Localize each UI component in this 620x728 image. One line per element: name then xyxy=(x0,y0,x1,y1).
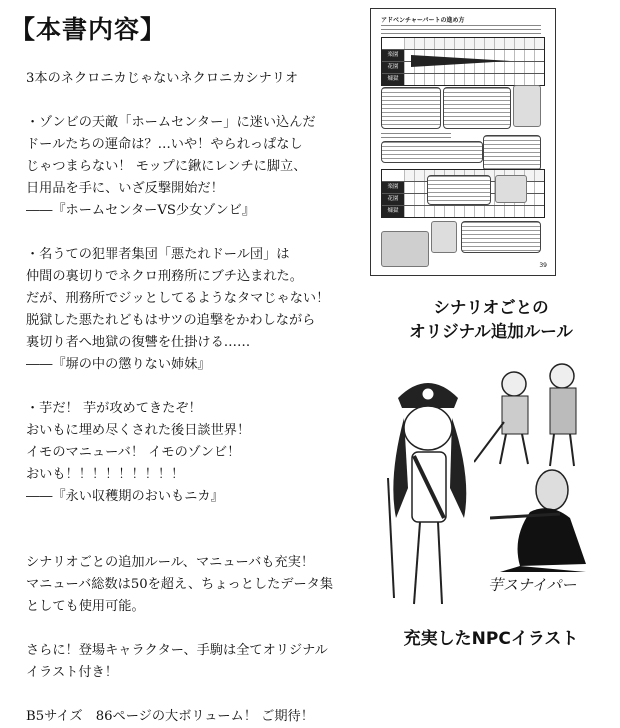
text-line: 日用品を手に、いざ反撃開始だ！ xyxy=(26,181,224,196)
thumbnail-track-table: 楽園 花園 煉獄 xyxy=(381,37,545,86)
page-title: 【本書内容】 xyxy=(10,15,167,44)
text-line: じゃつまらない！ モップに鍬にレンチに脚立、 xyxy=(26,159,307,174)
sniper-caption: 芋スナイパー xyxy=(488,576,577,594)
text-line: 3本のネクロニカじゃないネクロニカシナリオ xyxy=(26,71,299,86)
text-line: おいも！！！！！！！！！ xyxy=(26,467,185,482)
text-line: としても使用可能。 xyxy=(26,599,145,614)
text-line: ――『永い収穫期のおいもニカ』 xyxy=(26,489,224,504)
text-line: だが、刑務所でジッとしてるようなタマじゃない！ xyxy=(26,291,330,306)
text-line: B5サイズ 86ページの大ボリューム！ ご期待！ xyxy=(26,709,314,724)
characters-paragraph xyxy=(26,640,356,684)
text-line: イモのマニューバ！ イモのゾンビ！ xyxy=(26,445,241,460)
text-line: シナリオごとの追加ルール、マニューバも充実！ xyxy=(26,555,315,570)
text-line: ドールたちの運命は？…いや！やられっぱなし xyxy=(26,137,303,152)
potato-sniper-illustration xyxy=(490,468,610,578)
npc-caption: 充実したNPCイラスト xyxy=(403,629,579,649)
thumbnail-track-table-2: 楽園 花園 煉獄 xyxy=(381,169,545,218)
arrow-icon xyxy=(411,47,521,77)
scenario-imo xyxy=(26,398,356,508)
scenario-home-center xyxy=(26,112,356,222)
zombie-group-illustration xyxy=(474,362,594,472)
format-paragraph xyxy=(26,706,356,728)
sample-page-thumbnail xyxy=(370,8,556,276)
text-line: ・芋だ！ 芋が攻めてきたぞ！ xyxy=(26,401,202,416)
thumbnail-heading: アドベンチャーパートの進め方 xyxy=(381,17,465,24)
text-line: マニューバ総数は50を超え、ちょっとしたデータ集 xyxy=(26,577,334,592)
text-line: ・名うての犯罪者集団「悪たれドール団」は xyxy=(26,247,290,262)
text-line: ――『塀の中の懲りない姉妹』 xyxy=(26,357,211,372)
text-line: ・ゾンビの天敵「ホームセンター」に迷い込んだ xyxy=(26,115,316,130)
text-line: 裏切り者へ地獄の復讐を仕掛ける…… xyxy=(26,335,251,350)
text-line: さらに！登場キャラクター、手駒は全てオリジナル xyxy=(26,643,328,658)
girl-officer-illustration xyxy=(368,368,488,618)
caption-line: シナリオごとの xyxy=(433,298,549,317)
text-line: おいもに埋め尽くされた後日談世界！ xyxy=(26,423,251,438)
rules-caption xyxy=(366,296,616,344)
text-line: ――『ホームセンターVS少女ゾンビ』 xyxy=(26,203,256,218)
text-line: イラスト付き！ xyxy=(26,665,118,680)
intro-paragraph xyxy=(26,68,356,90)
text-line: 仲間の裏切りでネクロ刑務所にブチ込まれた。 xyxy=(26,269,303,284)
rules-paragraph xyxy=(26,552,356,618)
text-line: 脱獄した悪たれどもはサツの追撃をかわしながら xyxy=(26,313,316,328)
body-text xyxy=(26,68,356,728)
scenario-prison xyxy=(26,244,356,376)
thumbnail-page-number: 39 xyxy=(539,262,547,269)
caption-line: オリジナル追加ルール xyxy=(409,322,573,341)
